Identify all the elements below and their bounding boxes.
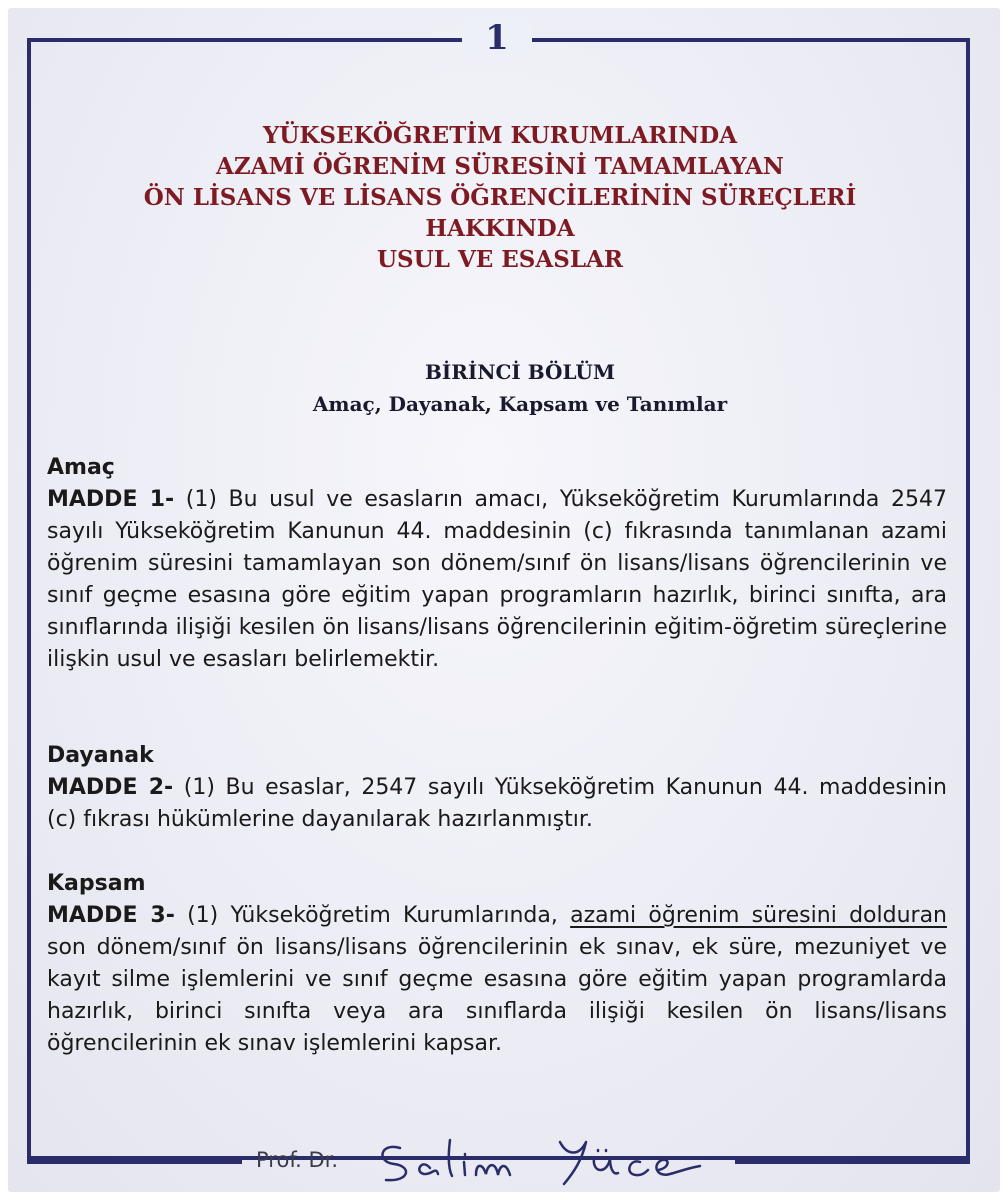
madde-label: MADDE 2-: [47, 775, 174, 800]
madde-label: MADDE 3-: [47, 903, 175, 928]
footer-rule-left: [27, 1160, 242, 1164]
section-heading-block: [60, 356, 980, 420]
page-number: 1: [462, 18, 532, 58]
section-subheading: Amaç, Dayanak, Kapsam ve Tanımlar: [312, 392, 728, 416]
title-line: HAKKINDA: [425, 215, 575, 242]
article-title: Dayanak: [47, 743, 154, 768]
article-text: [47, 772, 947, 836]
title-line: AZAMİ ÖĞRENİM SÜRESİNİ TAMAMLAYAN: [216, 153, 784, 180]
article-body-start: (1) Yükseköğretim Kurumlarında,: [174, 903, 571, 928]
article-text: [47, 484, 947, 676]
article-3: [47, 868, 947, 1060]
article-body-end: son dönem/sınıf ön lisans/lisans öğrencilerinin ek sınav, ek süre, mezuniyet ve kayıt silme işlemlerini ve sınıf geçme esasına göre eğitim yapan programlarda hazırlık, birinci sınıfta veya ara sınıflarda ilişiği kesilen ön lisans/lisans öğrencilerinin ek sınav işlemlerini kapsar.: [47, 935, 947, 1056]
document-title: [60, 120, 940, 275]
footer-prefix: Prof. Dr.: [256, 1148, 339, 1172]
article-title: Kapsam: [47, 871, 146, 896]
madde-label: MADDE 1-: [47, 487, 175, 512]
article-body: (1) Bu usul ve esasların amacı, Yükseköğretim Kurumlarında 2547 sayılı Yükseköğretim Kanunun 44. maddesinin (c) fıkrasında tanımlanan azami öğrenim süresini tamamlayan son dönem/sınıf ön lisans/lisans öğrencilerinin ve sınıf geçme esasına göre eğitim yapan programların hazırlık, birinci sınıfta, ara sınıflarında ilişiği kesilen ön lisans/lisans öğrencilerinin eğitim-öğretim süreçlerine ilişkin usul ve esasları belirlemektir.: [47, 487, 947, 672]
article-title: Amaç: [47, 455, 115, 480]
title-line: USUL VE ESASLAR: [376, 246, 623, 273]
underlined-phrase: azami öğrenim süresini dolduran: [570, 903, 947, 928]
footer-rule-right: [735, 1160, 970, 1164]
title-line: ÖN LİSANS VE LİSANS ÖĞRENCİLERİNİN SÜREÇLERİ: [143, 184, 857, 211]
article-text: [47, 900, 947, 1060]
article-1: [47, 452, 947, 676]
article-2: [47, 740, 947, 836]
signature: [370, 1128, 730, 1188]
title-line: YÜKSEKÖĞRETİM KURUMLARINDA: [262, 122, 738, 149]
section-heading: BİRİNCİ BÖLÜM: [425, 360, 615, 384]
article-body: (1) Bu esaslar, 2547 sayılı Yükseköğretim Kanunun 44. maddesinin (c) fıkrası hükümlerine dayanılarak hazırlanmıştır.: [47, 775, 947, 832]
